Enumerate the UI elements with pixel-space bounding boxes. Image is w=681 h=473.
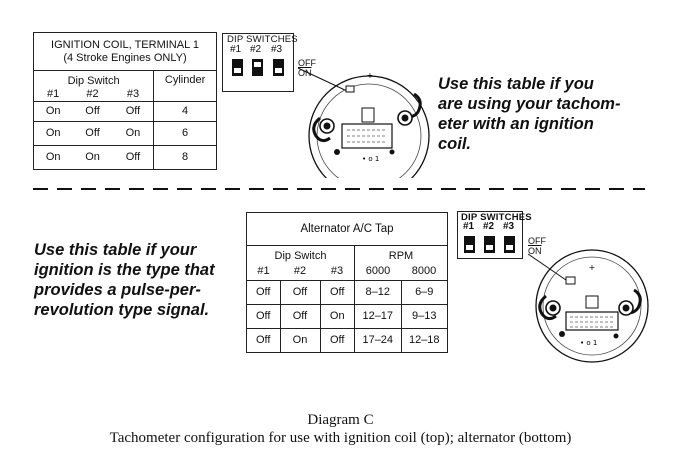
- bottom-dip-switch-box: [457, 211, 532, 259]
- dip-label-1: #1: [230, 44, 242, 55]
- top-dip-switch-box: [222, 33, 298, 92]
- instruction-line: revolution type signal.: [34, 301, 210, 319]
- off-label: OFF: [298, 58, 316, 68]
- svg-text:+: +: [366, 71, 374, 80]
- switch-label-3: #3: [320, 262, 355, 280]
- cell-s3: Off: [320, 328, 355, 352]
- cell-s2: Off: [72, 121, 112, 145]
- table-row: [34, 145, 217, 169]
- cell-s1: On: [34, 121, 73, 145]
- cell-s1: On: [34, 101, 73, 121]
- instruction-line: are using your tachom-: [438, 95, 621, 113]
- svg-text:+: +: [588, 263, 596, 272]
- table-row: [247, 328, 448, 352]
- alternator-instruction: [34, 240, 244, 320]
- off-label: OFF: [528, 236, 546, 246]
- rpm-label-6000: 6000: [355, 262, 402, 280]
- switch-label-1: #1: [34, 87, 73, 101]
- switch-label-3: #3: [113, 87, 154, 101]
- svg-text:• o 1: • o 1: [362, 155, 380, 163]
- cell-rpm-8000: 12–18: [401, 328, 448, 352]
- on-label: $\overline{ON}$: [528, 246, 542, 256]
- instruction-line: provides a pulse-per-: [34, 281, 201, 299]
- table-row: [34, 121, 217, 145]
- ignition-coil-instruction: [438, 74, 668, 154]
- cell-cylinder: 8: [154, 145, 217, 169]
- ignition-coil-title-line1: IGNITION COIL, TERMINAL 1: [51, 38, 199, 51]
- cell-s2: Off: [280, 280, 320, 304]
- cell-rpm-6000: 12–17: [355, 304, 402, 328]
- dip-switch-3[interactable]: [273, 59, 284, 76]
- instruction-line: Use this table if your: [34, 241, 197, 259]
- cell-s3: Off: [113, 101, 154, 121]
- dip-switches-title: DIP SWITCHES: [461, 212, 532, 223]
- cell-cylinder: 6: [154, 121, 217, 145]
- cell-s1: Off: [247, 280, 281, 304]
- switch-label-2: #2: [72, 87, 112, 101]
- section-divider: [33, 186, 645, 192]
- diagram-caption: Tachometer configuration for use with ignition coil (top); alternator (bottom): [109, 430, 572, 446]
- table-row: [247, 280, 448, 304]
- switch-label-1: #1: [247, 262, 281, 280]
- alternator-table: [246, 212, 448, 353]
- dip-label-1: #1: [463, 221, 475, 232]
- cell-s2: Off: [280, 304, 320, 328]
- cylinder-header: Cylinder: [154, 71, 217, 102]
- cell-s3: Off: [320, 280, 355, 304]
- cell-s1: Off: [247, 328, 281, 352]
- diagram-title: Diagram C: [307, 412, 374, 428]
- dip-switch-1[interactable]: [232, 59, 243, 76]
- cell-rpm-8000: 9–13: [401, 304, 448, 328]
- cell-s2: Off: [72, 101, 112, 121]
- rpm-label-8000: 8000: [401, 262, 448, 280]
- cell-s2: On: [72, 145, 112, 169]
- leader-line: [528, 254, 566, 280]
- dip-switch-header: Dip Switch: [247, 246, 355, 263]
- table-row: [247, 304, 448, 328]
- table-row: [34, 101, 217, 121]
- on-label: $\overline{ON}$: [298, 68, 312, 78]
- dip-switch-header: Dip Switch: [34, 71, 154, 88]
- ignition-coil-table-title: [34, 33, 217, 71]
- cell-s1: On: [34, 145, 73, 169]
- dip-switch-1[interactable]: [464, 236, 475, 253]
- instruction-line: ignition is the type that: [34, 261, 215, 279]
- dip-label-2: #2: [483, 221, 495, 232]
- dip-label-2: #2: [250, 44, 262, 55]
- ignition-coil-table: [33, 32, 217, 170]
- dip-switch-2[interactable]: [484, 236, 495, 253]
- dip-switches-title: DIP SWITCHES: [227, 34, 298, 45]
- instruction-line: Use this table if you: [438, 75, 594, 93]
- cell-rpm-6000: 8–12: [355, 280, 402, 304]
- cell-rpm-8000: 6–9: [401, 280, 448, 304]
- dip-switch-2[interactable]: [252, 59, 263, 76]
- instruction-line: coil.: [438, 135, 472, 153]
- cell-s3: On: [113, 121, 154, 145]
- cell-s3: Off: [113, 145, 154, 169]
- switch-label-2: #2: [280, 262, 320, 280]
- rpm-header: RPM: [355, 246, 448, 263]
- instruction-line: eter with an ignition: [438, 115, 594, 133]
- cell-s3: On: [320, 304, 355, 328]
- cell-rpm-6000: 17–24: [355, 328, 402, 352]
- leader-line: [298, 68, 347, 91]
- cell-s1: Off: [247, 304, 281, 328]
- cell-cylinder: 4: [154, 101, 217, 121]
- cell-s2: On: [280, 328, 320, 352]
- dip-label-3: #3: [271, 44, 283, 55]
- alternator-table-title: Alternator A/C Tap: [247, 213, 448, 246]
- tachometer-back-top: [292, 48, 442, 178]
- svg-text:• o 1: • o 1: [580, 339, 598, 347]
- dip-switch-3[interactable]: [504, 236, 515, 253]
- ignition-coil-title-line2: (4 Stroke Engines ONLY): [63, 51, 187, 64]
- dip-label-3: #3: [503, 221, 515, 232]
- tachometer-back-bottom: [522, 246, 662, 368]
